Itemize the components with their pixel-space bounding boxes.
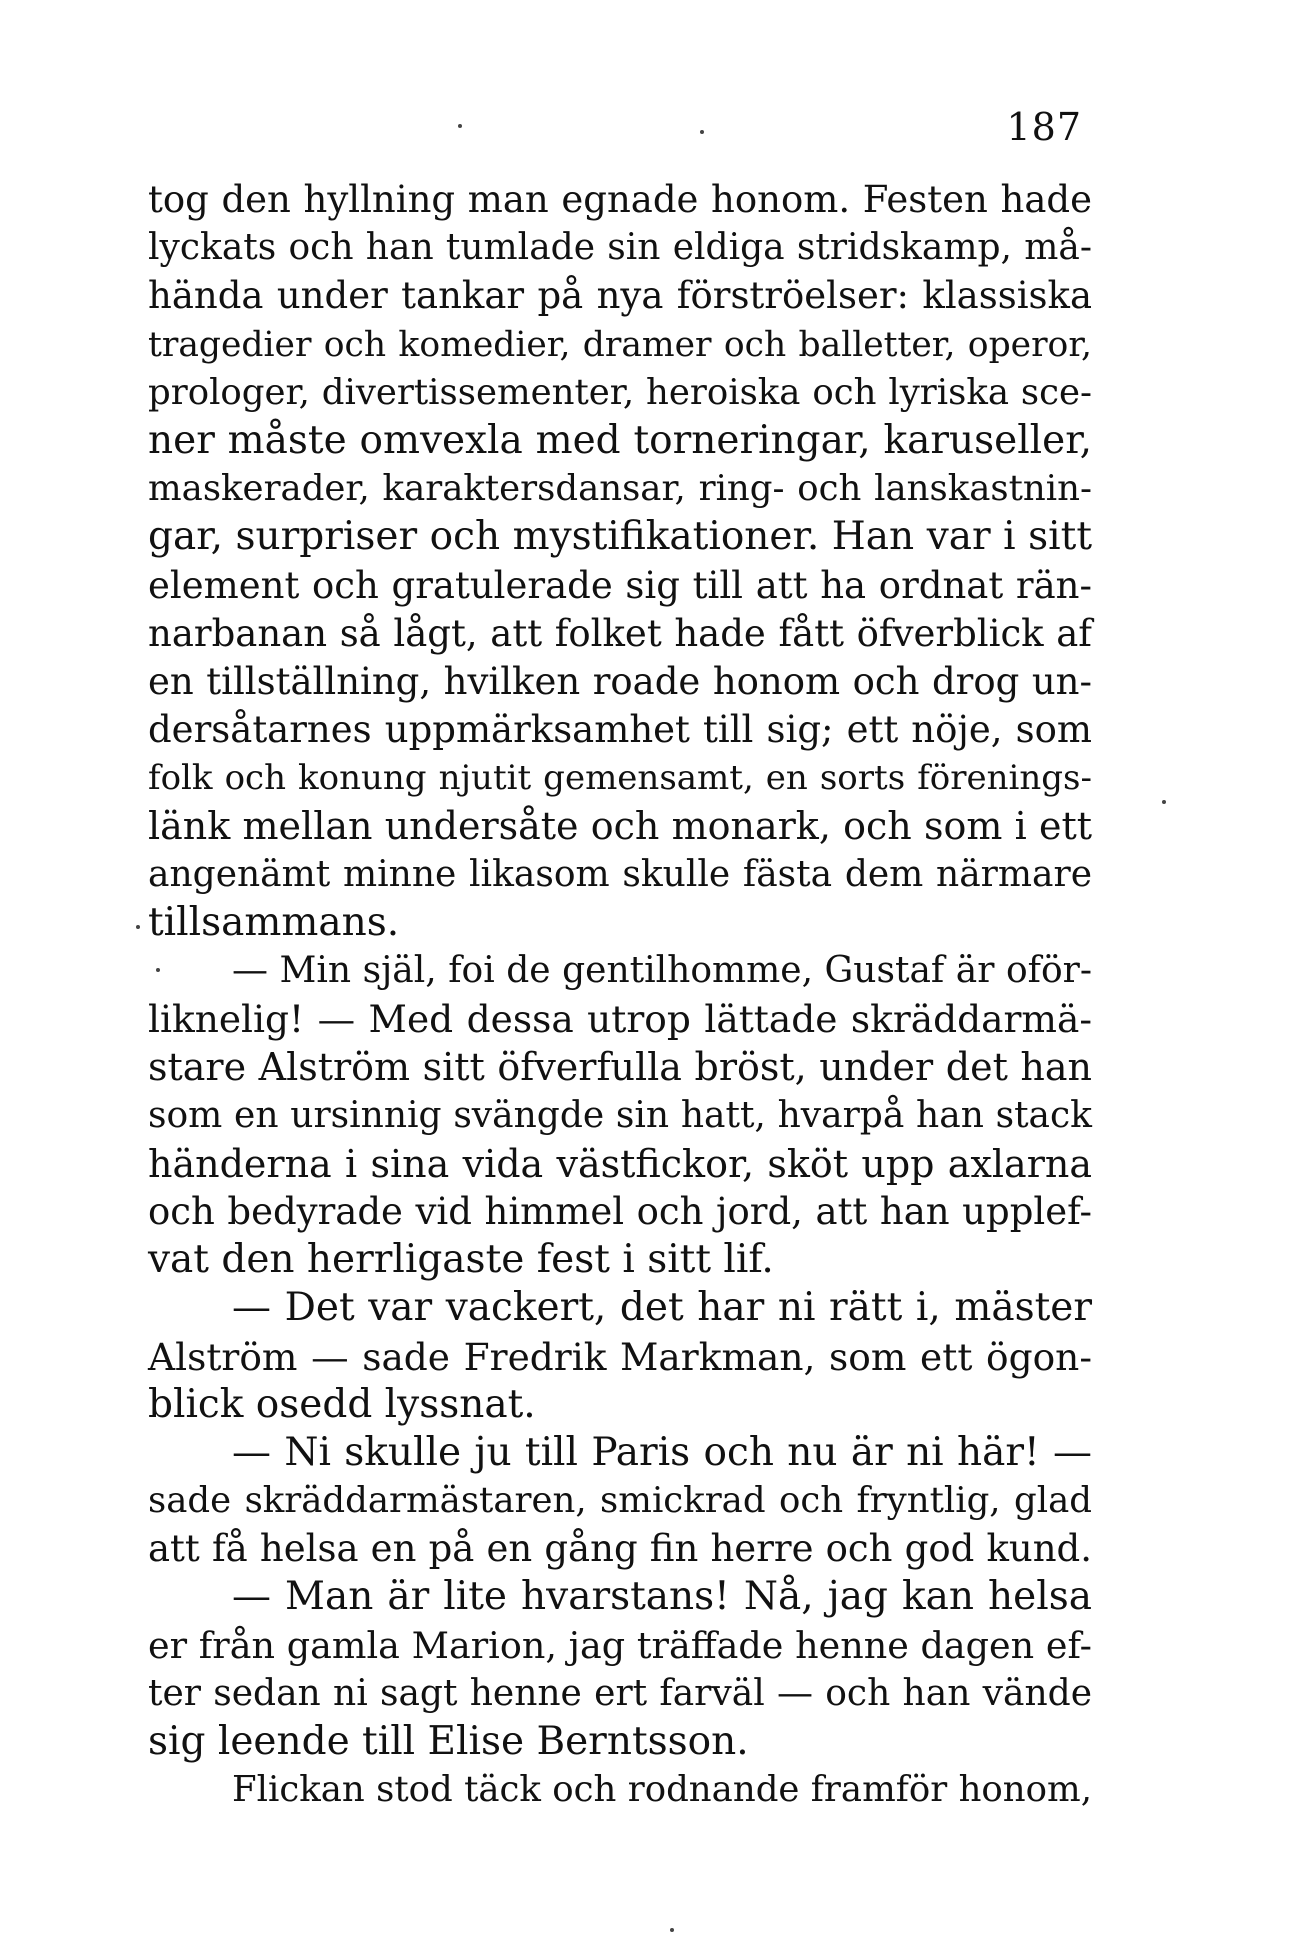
print-speck — [670, 1928, 674, 1932]
text-line: — Ni skulle ju till Paris och nu är ni här! — — [232, 1429, 1092, 1475]
text-line: hända under tankar på nya förströelser: klassiska — [148, 274, 1092, 318]
text-line: att få helsa en på en gång fin herre och god kund. — [148, 1527, 1092, 1571]
text-line: sade skräddarmästaren, smickrad och fryntlig, glad — [148, 1480, 1092, 1522]
text-line: tillsammans. — [148, 899, 400, 945]
text-line: narbanan så lågt, att folket hade fått öfverblick af — [148, 611, 1092, 655]
text-line: blick osedd lyssnat. — [148, 1381, 536, 1427]
text-line: en tillställning, hvilken roade honom och drog un- — [148, 659, 1092, 703]
print-speck — [1162, 800, 1166, 804]
text-line: ner måste omvexla med torneringar, karuseller, — [148, 417, 1092, 463]
text-line: — Man är lite hvarstans! Nå, jag kan helsa — [232, 1574, 1092, 1620]
print-speck — [458, 124, 462, 128]
text-line: vat den herrligaste fest i sitt lif. — [148, 1237, 774, 1283]
text-line: folk och konung njutit gemensamt, en sorts förenings- — [148, 758, 1092, 799]
print-speck — [156, 968, 160, 972]
print-speck — [700, 130, 704, 134]
body-text — [148, 176, 1092, 1814]
text-line: som en ursinnig svängde sin hatt, hvarpå han stack — [148, 1094, 1092, 1136]
text-line: och bedyrade vid himmel och jord, att han upplef- — [148, 1189, 1092, 1233]
text-line: händerna i sina vida västfickor, sköt upp axlarna — [148, 1141, 1092, 1186]
text-line: gar, surpriser och mystifikationer. Han var i sitt — [148, 514, 1092, 560]
text-line: — Min själ, foi de gentilhomme, Gustaf är oför- — [232, 950, 1092, 991]
text-line: tog den hyllning man egnade honom. Festen hade — [148, 178, 1092, 221]
text-line: element och gratulerade sig till att ha ordnat rän- — [148, 563, 1092, 607]
page-number: 187 — [1006, 105, 1082, 149]
print-speck — [136, 925, 140, 929]
text-line: ter sedan ni sagt henne ert farväl — och han vände — [148, 1672, 1092, 1714]
text-line: Alström — sade Fredrik Markman, som ett ögon- — [148, 1334, 1092, 1379]
text-line: stare Alström sitt öfverfulla bröst, under det han — [148, 1045, 1092, 1090]
text-line: Flickan stod täck och rodnande framför honom, — [232, 1769, 1092, 1811]
text-line: länk mellan undersåte och monark, och som i ett — [148, 804, 1092, 849]
text-line: liknelig! — Med dessa utrop lättade skräddarmä- — [148, 997, 1092, 1042]
text-line: maskerader, karaktersdansar, ring- och lanskastnin- — [148, 468, 1092, 510]
text-line: sig leende till Elise Berntsson. — [148, 1719, 749, 1764]
text-line: — Det var vackert, det har ni rätt i, mäster — [232, 1285, 1092, 1331]
text-line: tragedier och komedier, dramer och balletter, operor, — [148, 324, 1092, 365]
text-line: lyckats och han tumlade sin eldiga stridskamp, må- — [148, 227, 1092, 269]
text-line: er från gamla Marion, jag träffade henne dagen ef- — [148, 1623, 1092, 1667]
text-line: prologer, divertissementer, heroiska och lyriska sce- — [148, 371, 1092, 413]
text-line: angenämt minne likasom skulle fästa dem närmare — [148, 853, 1092, 895]
text-line: dersåtarnes uppmärksamhet till sig; ett nöje, som — [148, 708, 1092, 752]
